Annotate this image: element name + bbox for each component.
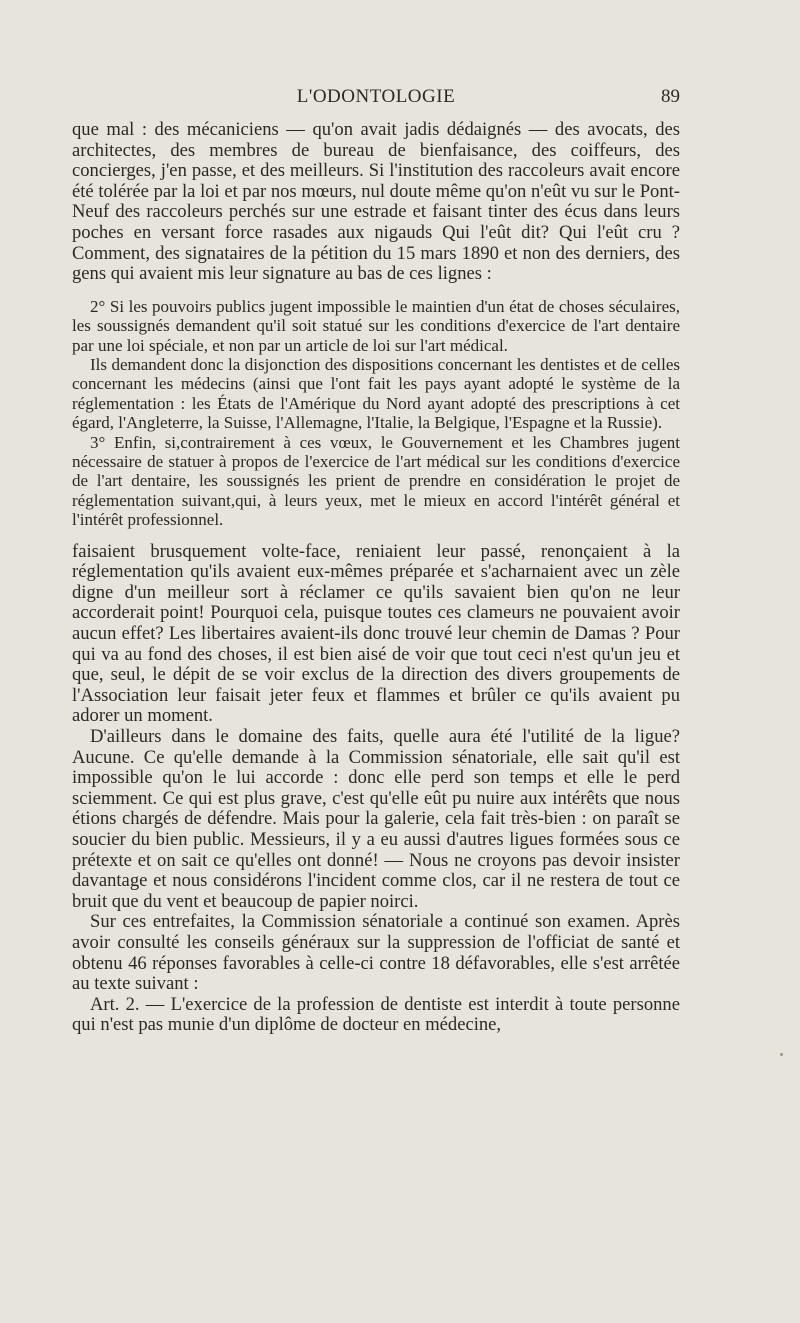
article-2-text: Art. 2. — L'exercice de la profession de dentiste est interdit à toute personne qui n'est pas munie d'un diplôme de docteur en médecine, bbox=[72, 993, 680, 1036]
paragraph-ligue: D'ailleurs dans le domaine des faits, quelle aura été l'utilité de la ligue? Aucune. Ce qu'elle demande à la Commission sénatoriale, elle sait qu'il est impossible qu'on le lui accorde : donc elle perd son temps et elle le perd sciemment. Ce qui est plus grave, c'est qu'elle eût pu nuire aux intérêts que nous étions chargés de défendre. Mais pour la galerie, cela fait très-bien : on paraît se soucier du bien public. Messieurs, il y a eu aussi d'autres ligues formées sous ce prétexte et on sait ce qu'elles ont donné! — Nous ne croyons pas devoir insister davantage et nous considérons l'incident comme clos, car il ne restera de tout ce bruit que du vent et beaucoup de papier noirci. bbox=[72, 725, 680, 912]
petition-point-3: 3° Enfin, si,contrairement à ces vœux, le Gouvernement et les Chambres jugent nécessaire de statuer à propos de l'exercice de l'art médical sur les conditions d'exercice de l'art dentaire, les soussignés les prient de prendre en considération le projet de réglementation suivant,qui, à leurs yeux, met le mieux en accord l'intérêt général et l'intérêt professionnel. bbox=[72, 432, 680, 530]
opening-paragraph: que mal : des mécaniciens — qu'on avait jadis dédaignés — des avocats, des architectes, des membres de bureau de bienfaisance, des coiffeurs, des concierges, j'en passe, et des meilleurs. Si l'institution des raccoleurs avait encore été tolérée par la loi et par nos mœurs, nul doute même qu'on n'eût vu sur le Pont-Neuf des raccoleurs perchés sur une estrade et faisant tinter des écus dans leurs poches en versant force rasades aux nigauds Qui l'eût dit? Qui l'eût cru ? Comment, des signataires de la pétition du 15 mars 1890 et non des derniers, des gens qui avaient mis leur signature au bas de ces lignes : bbox=[72, 119, 680, 285]
paper-speck bbox=[780, 1053, 783, 1056]
body-text bbox=[72, 120, 680, 1036]
running-title: L'ODONTOLOGIE bbox=[296, 86, 456, 107]
petition-point-2: 2° Si les pouvoirs publics jugent impossible le maintien d'un état de choses séculaires, les soussignés demandent qu'il soit statué sur les conditions d'exercice de l'art dentaire par une loi spéciale, et non par un article de loi sur l'art médical. bbox=[72, 296, 680, 355]
paragraph-commission: Sur ces entrefaites, la Commission sénatoriale a continué son examen. Après avoir consulté les conseils généraux sur la suppression de l'officiat de santé et obtenu 46 réponses favorables à celle-ci contre 18 défavorables, elle s'est arrêtée au texte suivant : bbox=[72, 911, 680, 995]
quoted-petition bbox=[72, 297, 680, 530]
continuation-paragraph: faisaient brusquement volte-face, reniaient leur passé, renonçaient à la réglementation qu'ils avaient eux-mêmes préparée et s'acharnaient avec un zèle digne d'un meilleur sort à réclamer ce qu'ils savaient bien qu'on ne leur accorderait point! Pourquoi cela, puisque toutes ces clameurs ne pouvaient avoir aucun effet? Les libertaires avaient-ils donc trouvé leur chemin de Damas ? Pour qui va au fond des choses, il est bien aisé de voir que tout ceci n'est qu'un jeu et que, seul, le dépit de se voir exclus de la direction des divers groupements de l'Association leur faisait jeter feux et flammes et brûler ce qu'ils avaient pu adorer un moment. bbox=[72, 540, 680, 727]
page-header bbox=[72, 84, 680, 112]
petition-disjonction: Ils demandent donc la disjonction des dispositions concernant les dentistes et de celles concernant les médecins (ainsi que l'ont fait les pays ayant adopté le système de la réglementation : les États de l'Amérique du Nord ayant adopté des prescriptions à cet égard, l'Angleterre, la Suisse, l'Allemagne, l'Italie, la Belgique, l'Espagne et la Russie). bbox=[72, 354, 680, 433]
page-number: 89 bbox=[661, 86, 680, 107]
